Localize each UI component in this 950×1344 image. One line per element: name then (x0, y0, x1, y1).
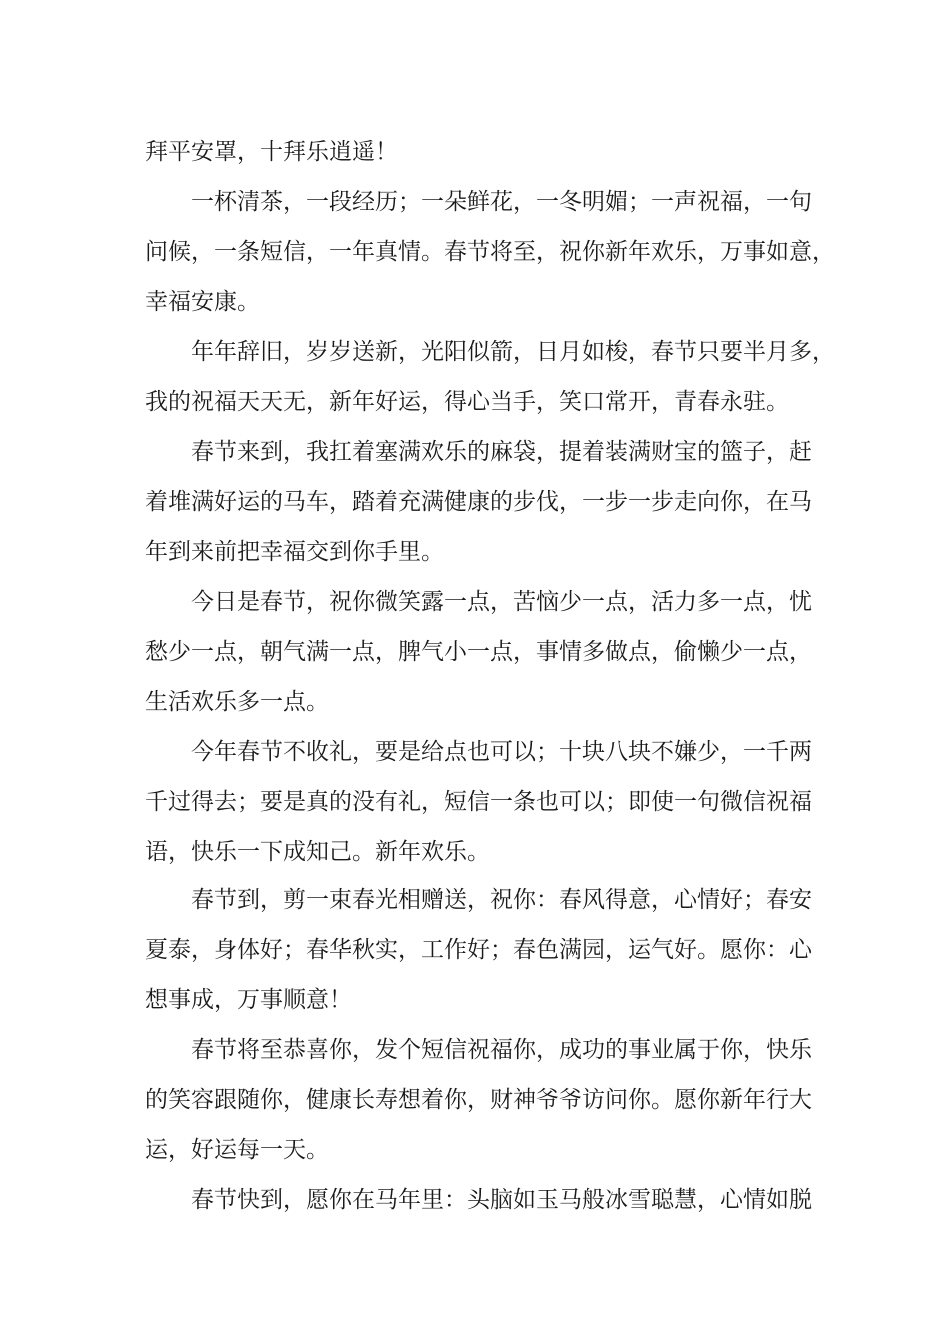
text-line: 春节将至恭喜你，发个短信祝福你，成功的事业属于你，快乐 (191, 1037, 812, 1063)
text-line: 运，好运每一天。 (145, 1137, 329, 1163)
text-line: 愁少一点，朝气满一点，脾气小一点，事情多做点，偷懒少一点， (145, 639, 812, 665)
text-line: 春节来到，我扛着塞满欢乐的麻袋，提着装满财宝的篮子，赶 (191, 439, 812, 465)
text-line: 的笑容跟随你，健康长寿想着你，财神爷爷访问你。愿你新年行大 (145, 1087, 812, 1113)
text-line: 春节到，剪一束春光相赠送，祝你：春风得意，心情好；春安 (191, 887, 812, 913)
text-line: 春节快到，愿你在马年里：头脑如玉马般冰雪聪慧，心情如脱 (191, 1187, 812, 1213)
text-line: 拜平安罩，十拜乐逍遥！ (145, 139, 398, 165)
text-line: 语，快乐一下成知己。新年欢乐。 (145, 839, 490, 865)
text-line: 今日是春节，祝你微笑露一点，苦恼少一点，活力多一点，忧 (191, 589, 812, 615)
text-line: 一杯清茶，一段经历；一朵鲜花，一冬明媚；一声祝福，一句 (191, 189, 812, 215)
text-line: 我的祝福天天无，新年好运，得心当手，笑口常开，青春永驻。 (145, 389, 789, 415)
text-line: 幸福安康。 (145, 289, 260, 315)
text-line: 年年辞旧，岁岁送新，光阳似箭，日月如梭，春节只要半月多， (191, 339, 835, 365)
text-line: 千过得去；要是真的没有礼，短信一条也可以；即使一句微信祝福 (145, 789, 812, 815)
text-line: 今年春节不收礼，要是给点也可以；十块八块不嫌少，一千两 (191, 739, 812, 765)
text-line: 着堆满好运的马车，踏着充满健康的步伐，一步一步走向你，在马 (145, 489, 812, 515)
text-line: 夏泰，身体好；春华秋实，工作好；春色满园，运气好。愿你：心 (145, 937, 812, 963)
text-line: 年到来前把幸福交到你手里。 (145, 539, 444, 565)
text-line: 问候，一条短信，一年真情。春节将至，祝你新年欢乐，万事如意， (145, 239, 835, 265)
text-line: 想事成，万事顺意！ (145, 987, 352, 1013)
text-line: 生活欢乐多一点。 (145, 689, 329, 715)
